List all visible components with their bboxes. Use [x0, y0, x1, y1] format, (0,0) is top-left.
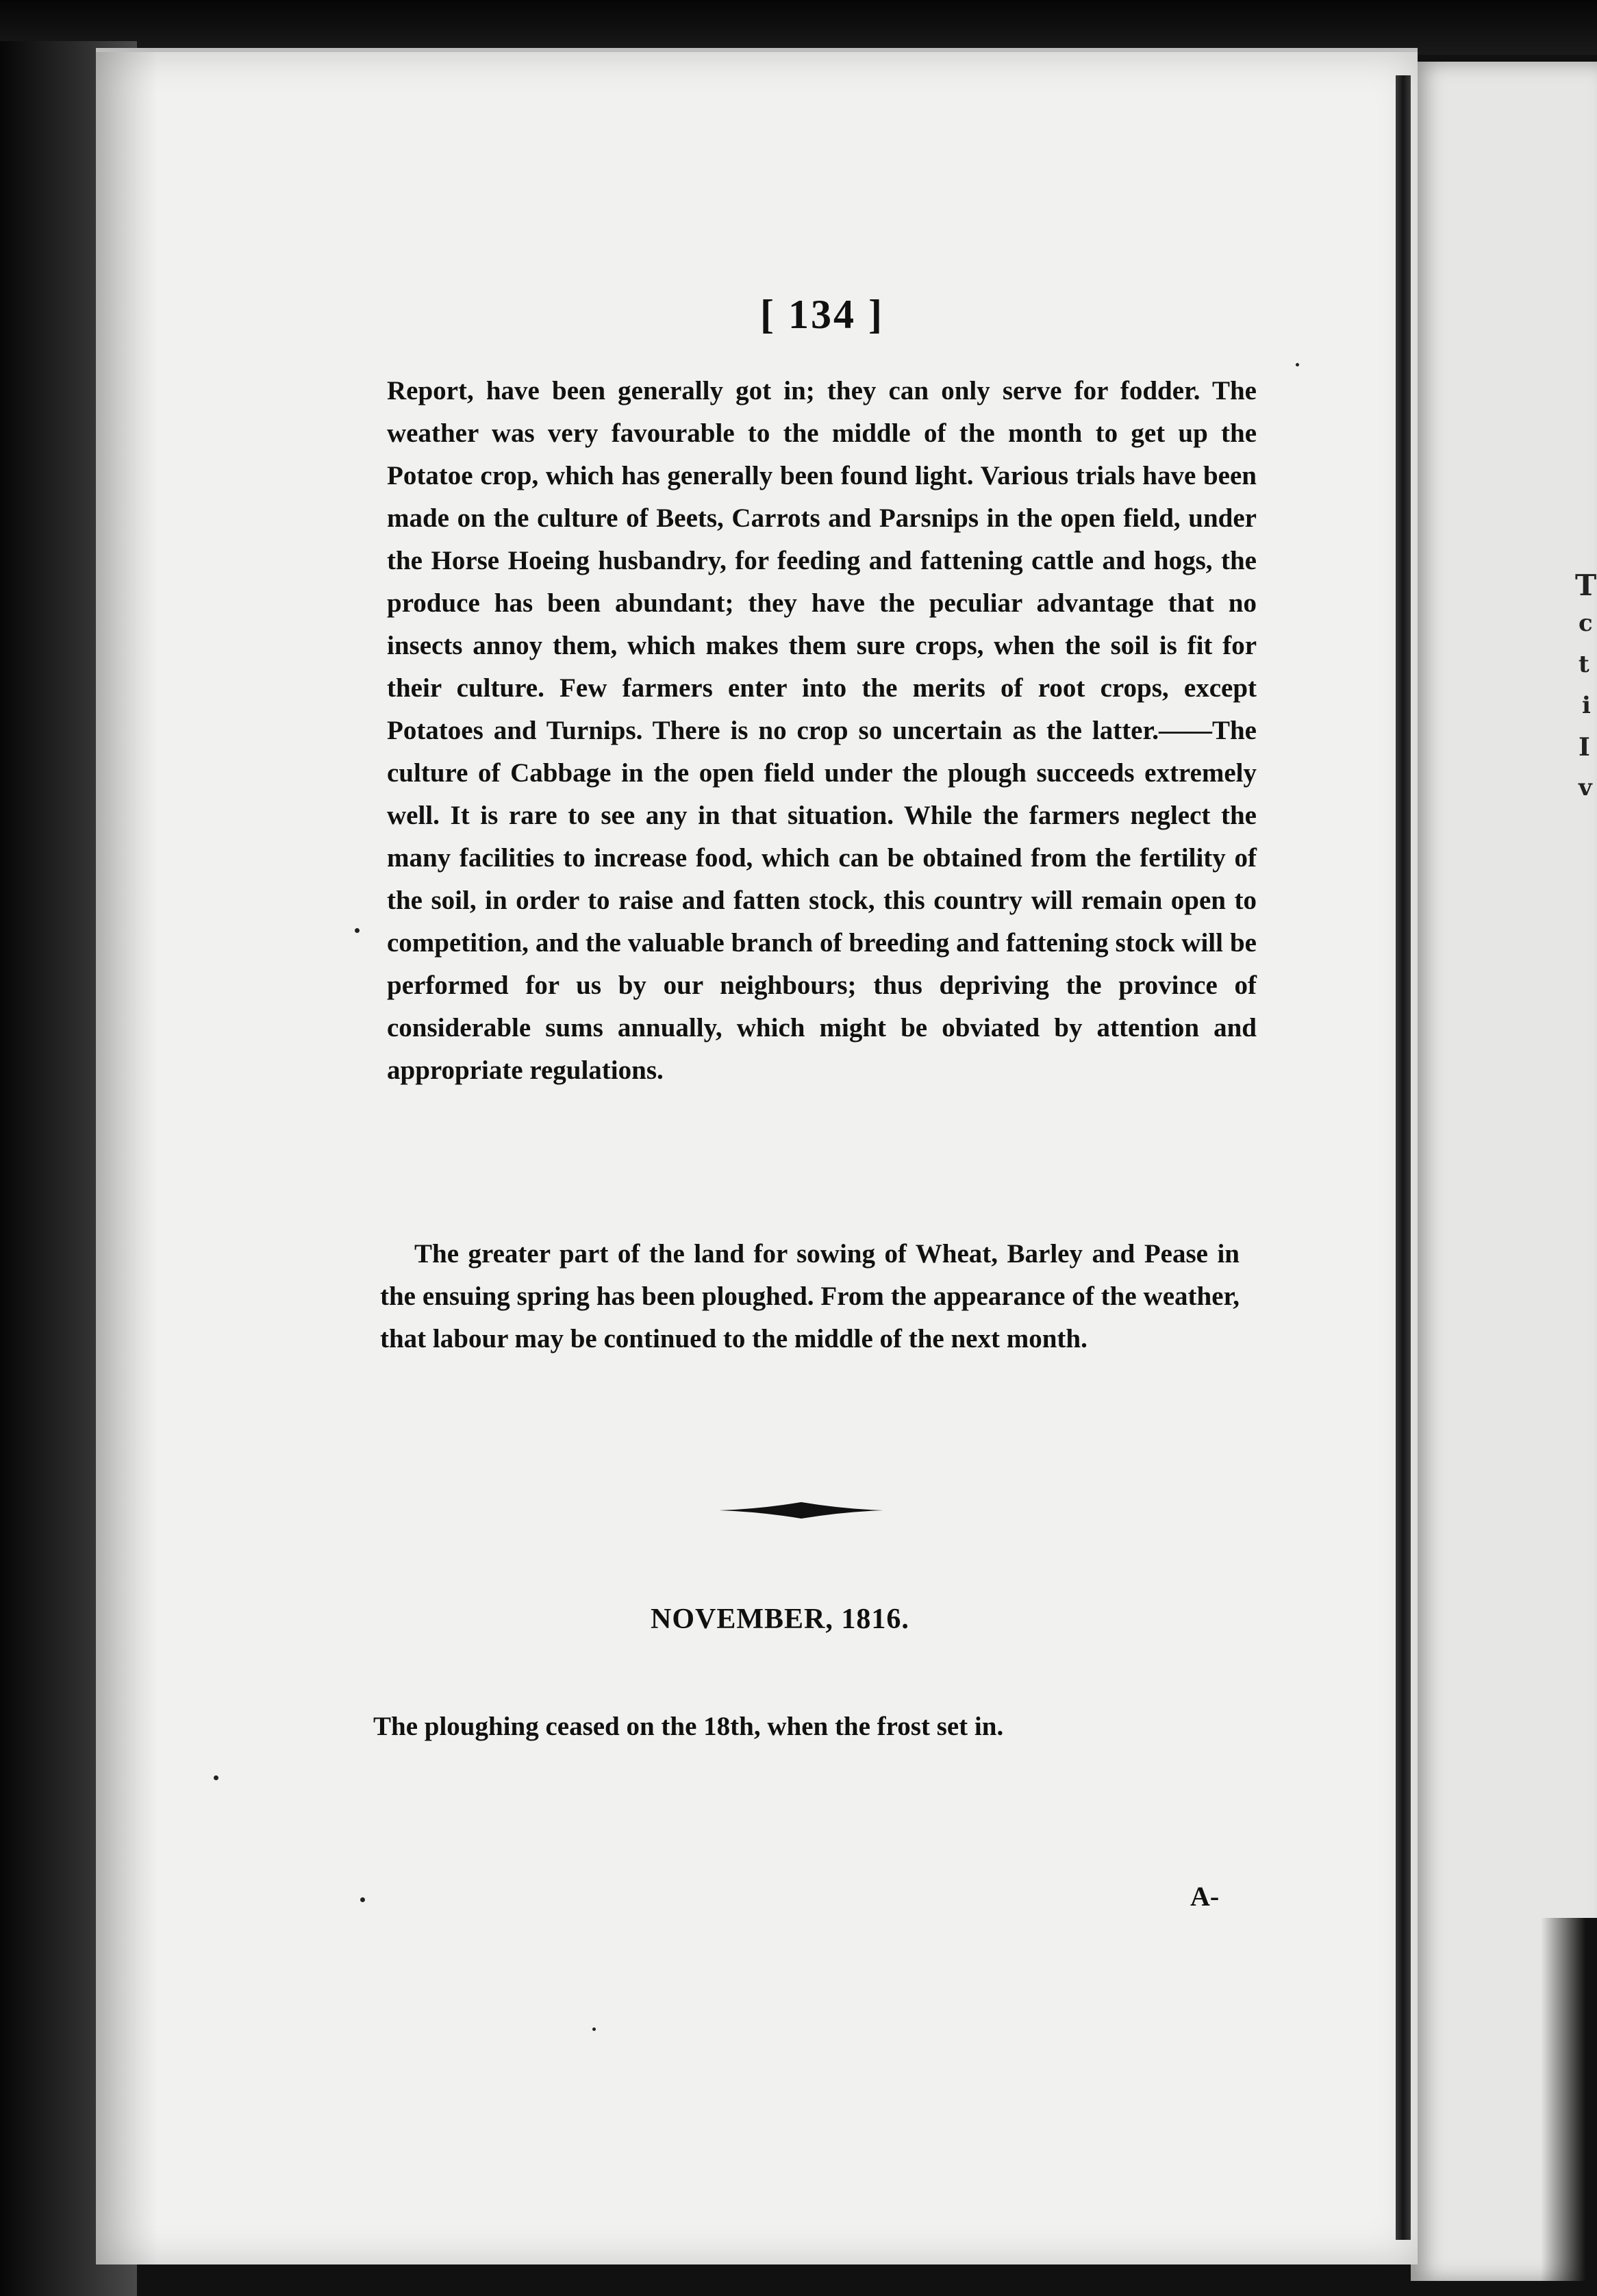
facing-page-letter: v	[1579, 774, 1592, 801]
ink-speck	[1296, 363, 1299, 366]
ink-speck	[214, 1775, 218, 1780]
ink-speck	[592, 2027, 596, 2031]
page-number: [ 134 ]	[760, 292, 884, 337]
section-heading: NOVEMBER, 1816.	[651, 1604, 909, 1635]
facing-page-letter: I	[1579, 733, 1590, 762]
facing-page-letter: c	[1579, 610, 1593, 637]
body-paragraph: Report, have been generally got in; they can only serve for fodder. The weather was very favourable to the middle of the month to get up the Potatoe crop, which has generally been found light. Various trials have been made on the culture of Beets, Carrots and Parsnips in the open field, under the Horse Hoeing husbandry, for feeding and fattening cattle and hogs, the produce has been abundant; they have the peculiar advantage that no insects annoy them, which makes them sure crops, when the soil is fit for their culture. Few farmers enter into the merits of root crops, except Potatoes and Turnips. There is no crop so uncertain as the latter.——The culture of Cabbage in the open field under the plough succeeds extremely well. It is rare to see any in that situation. While the farmers neglect the many facilities to increase food, which can be obtained from the fertility of the soil, in order to raise and fatten stock, this country will remain open to competition, and the valuable branch of breeding and fattening stock will be performed for us by our neighbours; thus depriving the province of considerable sums annually, which might be obviated by attention and appropriate regulations.	[387, 376, 1257, 1085]
book-gutter	[1396, 75, 1411, 2240]
body-paragraph: The greater part of the land for sowing of Wheat, Barley and Pease in the ensuing spring has been ploughed. From the appearance of the weather, that labour may be continued to the middle of the next month.	[380, 1239, 1240, 1353]
section-paragraph: The ploughing ceased on the 18th, when the frost set in.	[373, 1712, 1004, 1741]
scan-corner-shadow	[1541, 1918, 1597, 2296]
scan-top-shadow	[0, 0, 1597, 55]
facing-page-letter: i	[1582, 692, 1591, 719]
ink-speck	[360, 1897, 365, 1902]
catchword: A-	[1190, 1881, 1220, 1912]
section-divider-ornament	[719, 1497, 883, 1524]
ink-speck	[355, 928, 360, 933]
facing-page-letter: t	[1579, 651, 1589, 678]
facing-page-letter: T	[1575, 569, 1597, 602]
